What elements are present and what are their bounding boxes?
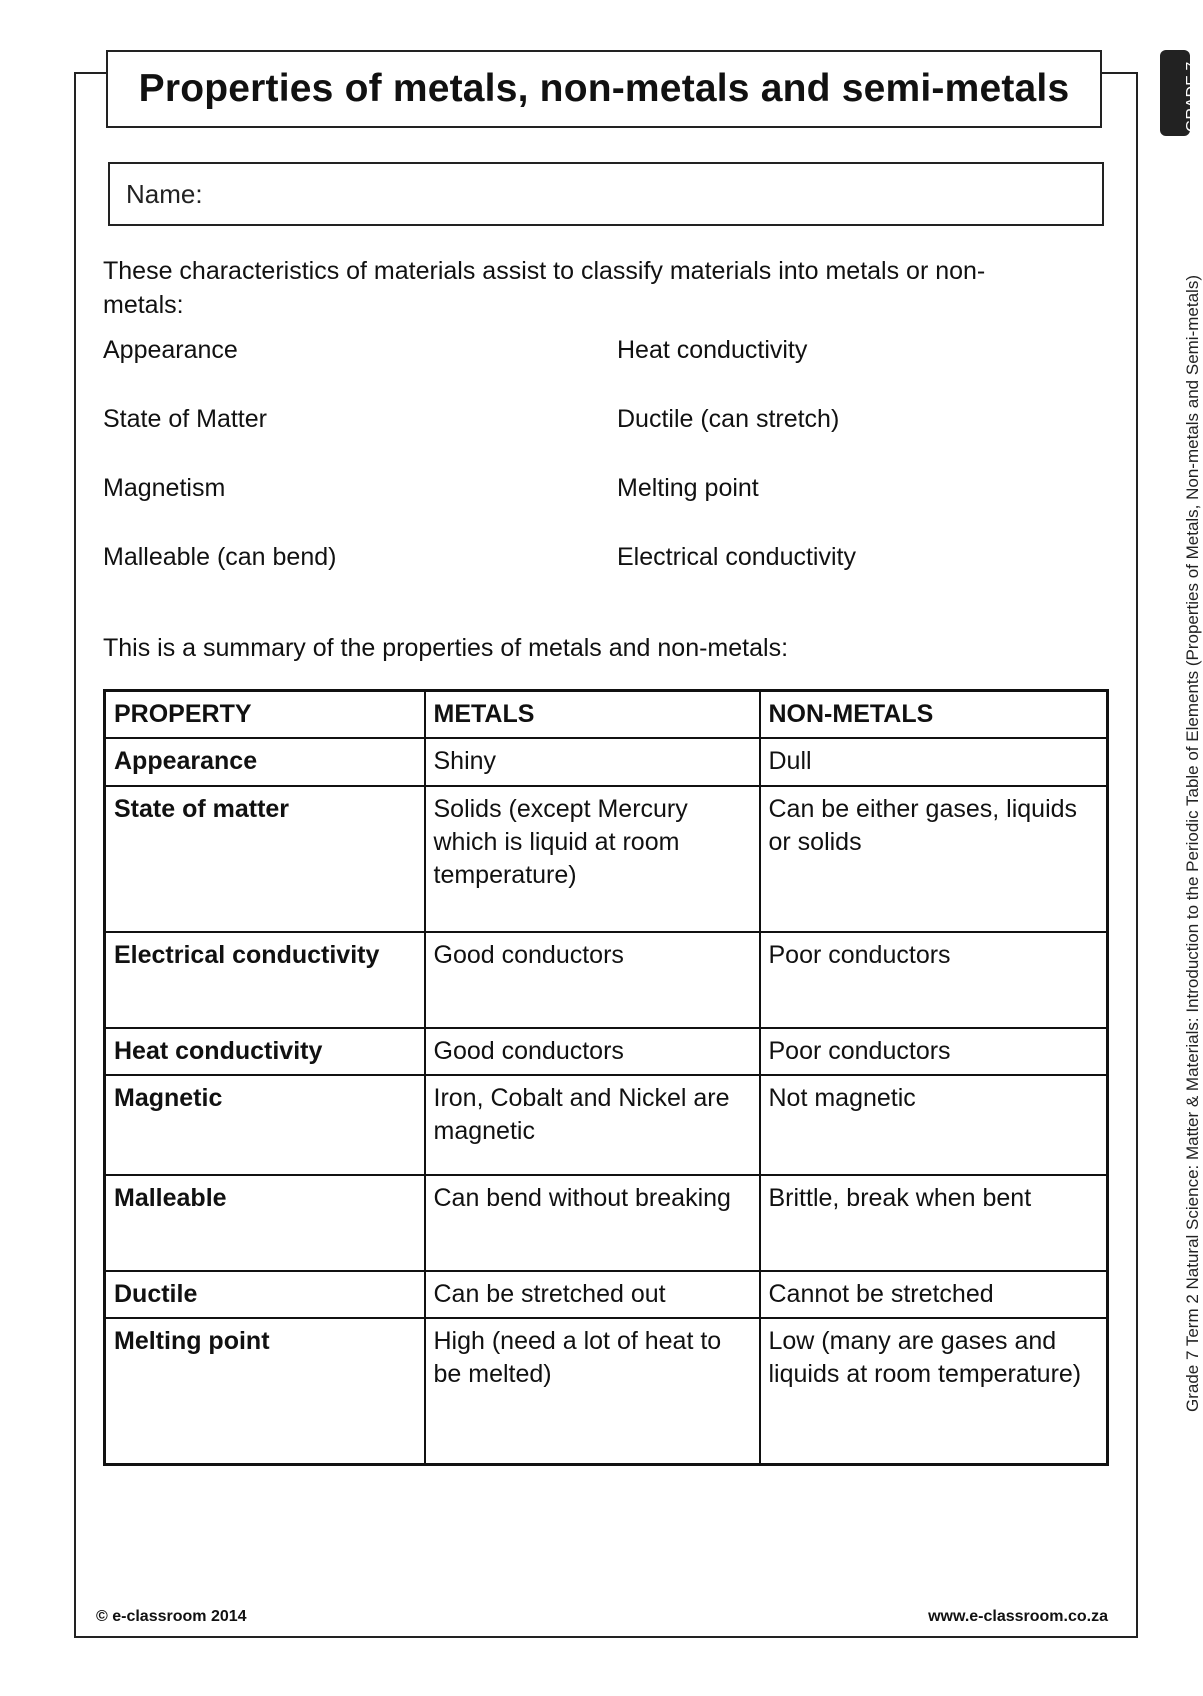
property-cell: Malleable xyxy=(105,1175,425,1271)
non-metals-cell: Cannot be stretched xyxy=(760,1271,1108,1318)
header-property: PROPERTY xyxy=(105,691,425,739)
footer-website: www.e-classroom.co.za xyxy=(928,1608,1108,1625)
metals-cell: Shiny xyxy=(425,738,760,786)
property-cell: Appearance xyxy=(105,738,425,786)
table-header-row xyxy=(105,691,1108,739)
non-metals-cell: Poor conductors xyxy=(760,1028,1108,1075)
metals-cell: Solids (except Mercury which is liquid at room temperature) xyxy=(425,786,760,932)
header-metals: METALS xyxy=(425,691,760,739)
property-cell: State of matter xyxy=(105,786,425,932)
property-cell: Electrical conductivity xyxy=(105,932,425,1028)
non-metals-cell: Poor conductors xyxy=(760,932,1108,1028)
table-row xyxy=(105,1271,1108,1318)
non-metals-cell: Low (many are gases and liquids at room temperature) xyxy=(760,1318,1108,1464)
non-metals-cell: Brittle, break when bent xyxy=(760,1175,1108,1271)
metals-cell: Can bend without breaking xyxy=(425,1175,760,1271)
non-metals-cell: Dull xyxy=(760,738,1108,786)
characteristics-list xyxy=(103,336,1083,612)
characteristic-item: State of Matter xyxy=(103,405,267,433)
property-cell: Magnetic xyxy=(105,1075,425,1175)
characteristic-item: Ductile (can stretch) xyxy=(617,405,840,433)
table-row xyxy=(105,1175,1108,1271)
name-label: Name: xyxy=(126,178,203,209)
characteristic-item: Malleable (can bend) xyxy=(103,543,337,571)
table-row xyxy=(105,932,1108,1028)
characteristic-item: Melting point xyxy=(617,474,759,502)
characteristic-item: Electrical conductivity xyxy=(617,543,856,571)
table-row xyxy=(105,1028,1108,1075)
name-field[interactable] xyxy=(108,162,1104,226)
metals-cell: Iron, Cobalt and Nickel are magnetic xyxy=(425,1075,760,1175)
intro-text: These characteristics of materials assist to classify materials into metals or non-metals: xyxy=(103,257,986,319)
table-row xyxy=(105,1075,1108,1175)
metals-cell: High (need a lot of heat to be melted) xyxy=(425,1318,760,1464)
footer-copyright: © e-classroom 2014 xyxy=(96,1608,247,1625)
grade-tab-label: GRADE 7 xyxy=(1184,61,1201,132)
header-non-metals: NON-METALS xyxy=(760,691,1108,739)
metals-cell: Good conductors xyxy=(425,932,760,1028)
characteristic-item: Appearance xyxy=(103,336,238,364)
non-metals-cell: Not magnetic xyxy=(760,1075,1108,1175)
metals-cell: Can be stretched out xyxy=(425,1271,760,1318)
characteristic-item: Magnetism xyxy=(103,474,226,502)
grade-tab xyxy=(1160,50,1201,136)
table-row xyxy=(105,1318,1108,1464)
table-row xyxy=(105,738,1108,786)
summary-intro: This is a summary of the properties of metals and non-metals: xyxy=(103,634,789,662)
property-cell: Ductile xyxy=(105,1271,425,1318)
side-label: Grade 7 Term 2 Natural Science: Matter & Materials: Introduction to the Periodic Table of Elements (Properties of Metals, Non-metals and Semi-metals) xyxy=(1183,275,1202,1412)
table-row xyxy=(105,786,1108,932)
page-title: Properties of metals, non-metals and semi-metals xyxy=(138,67,1070,110)
property-cell: Melting point xyxy=(105,1318,425,1464)
characteristic-item: Heat conductivity xyxy=(617,336,808,364)
property-cell: Heat conductivity xyxy=(105,1028,425,1075)
non-metals-cell: Can be either gases, liquids or solids xyxy=(760,786,1108,932)
metals-cell: Good conductors xyxy=(425,1028,760,1075)
title-box xyxy=(106,50,1102,128)
properties-table xyxy=(103,689,1109,1466)
